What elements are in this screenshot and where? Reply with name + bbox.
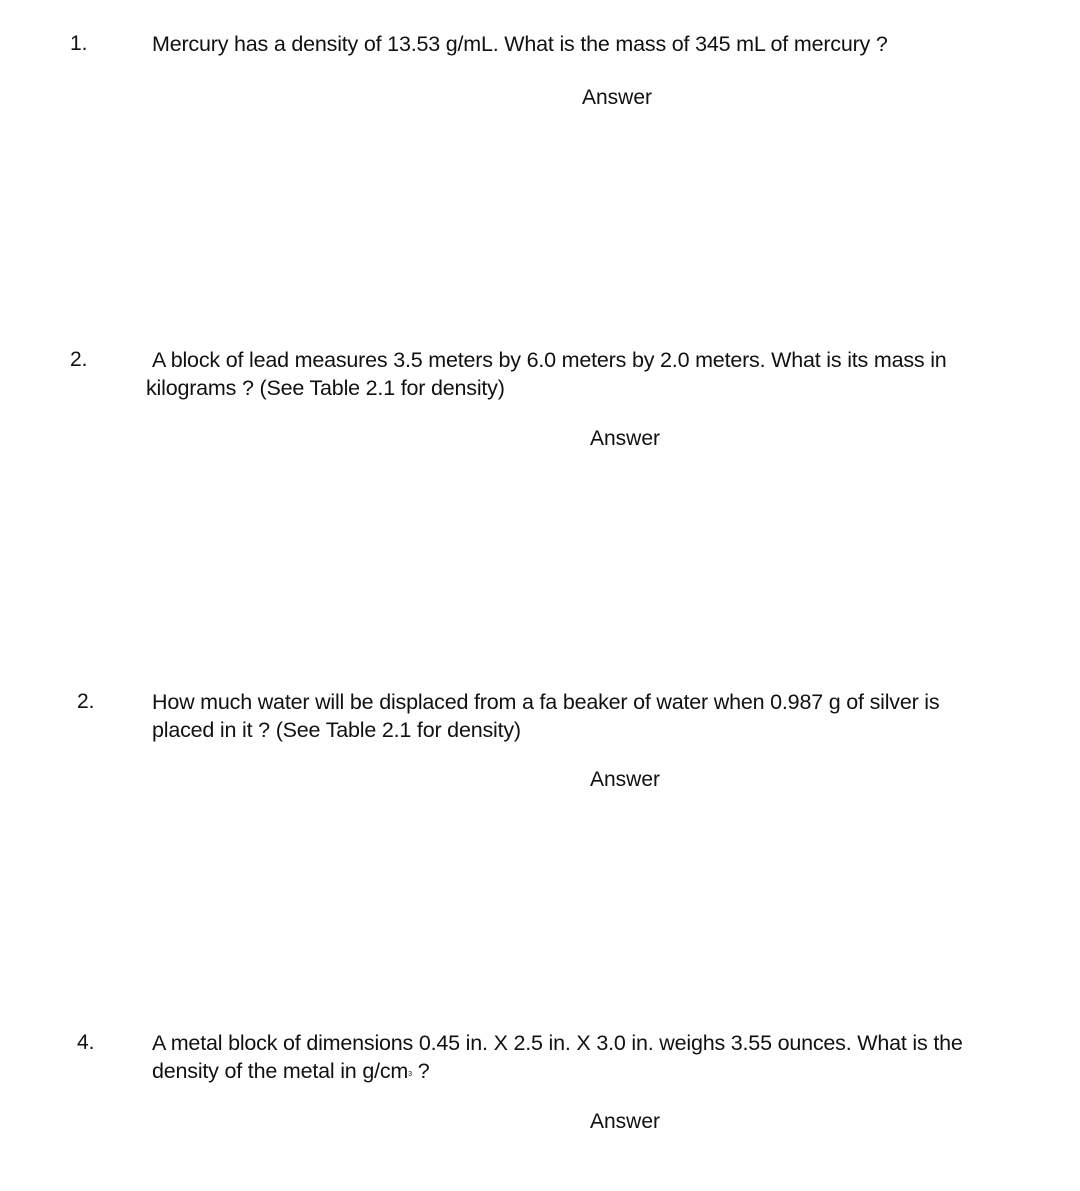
question-number: 2. — [70, 348, 88, 371]
question-text-line-with-unit — [152, 1057, 963, 1089]
question-text — [152, 688, 939, 744]
answer-label: Answer — [590, 1110, 661, 1133]
question-text-line: Mercury has a density of 13.53 g/mL. What is the mass of 345 mL of mercury ? — [152, 32, 888, 56]
question-text — [152, 30, 888, 58]
question-text-line: How much water will be displaced from a fa beaker of water when 0.987 g of silver is — [152, 690, 940, 714]
answer-label: Answer — [582, 86, 653, 109]
question-text-line: A metal block of dimensions 0.45 in. X 2.5 in. X 3.0 in. weighs 3.55 ounces. What is the — [152, 1031, 963, 1055]
question-text — [152, 1029, 963, 1089]
question-number: 2. — [77, 690, 95, 713]
answer-label: Answer — [590, 768, 661, 791]
question-text-line: kilograms ? (See Table 2.1 for density) — [146, 376, 505, 400]
question-text-line: A block of lead measures 3.5 meters by 6.0 meters by 2.0 meters. What is its mass in — [152, 348, 947, 372]
question-mark: ? — [417, 1059, 430, 1083]
question-number: 1. — [70, 32, 88, 55]
question-text-segment: density of the metal in g/cm — [152, 1059, 409, 1083]
answer-label: Answer — [590, 427, 661, 450]
question-text-line: placed in it ? (See Table 2.1 for density) — [152, 718, 521, 742]
unit-superscript: 3 — [408, 1071, 413, 1078]
question-text — [146, 346, 947, 402]
question-number: 4. — [77, 1031, 95, 1054]
